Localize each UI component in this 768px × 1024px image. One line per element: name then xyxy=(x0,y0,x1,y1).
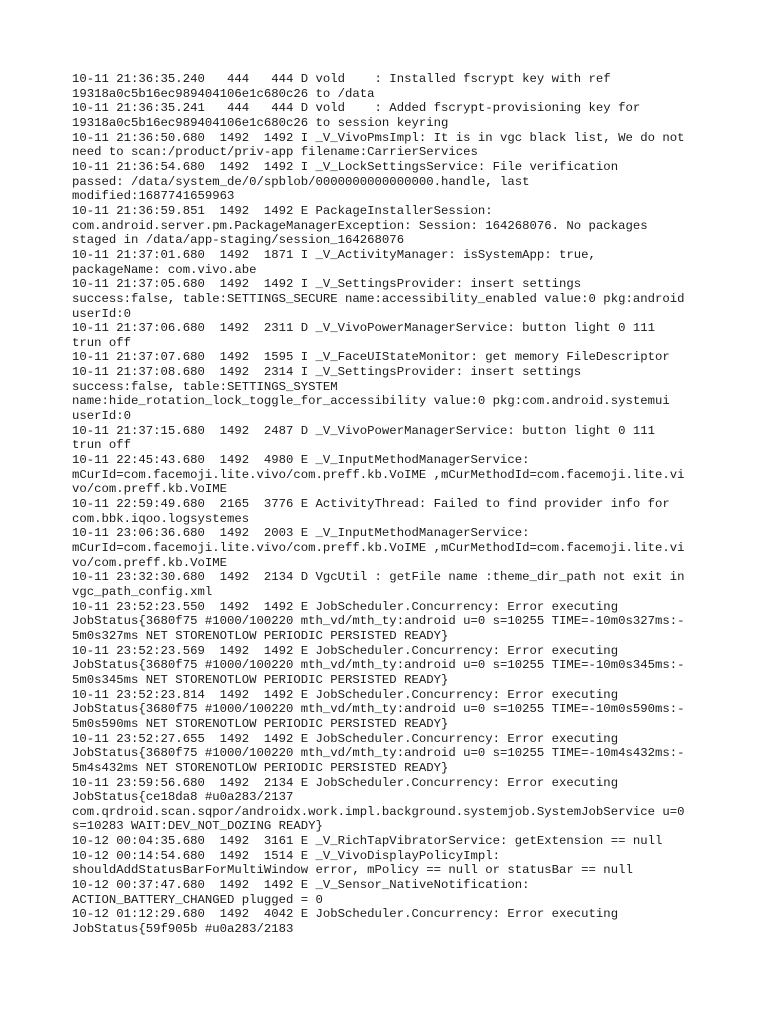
log-line: 10-12 00:14:54.680 1492 1514 E _V_VivoDisplayPolicyImpl: xyxy=(72,848,501,863)
log-line: com.bbk.iqoo.logsystemes xyxy=(72,511,250,526)
log-line: success:false, table:SETTINGS_SECURE name:accessibility_enabled value:0 pkg:android xyxy=(72,291,685,306)
log-line: mCurId=com.facemoji.lite.vivo/com.preff.kb.VoIME ,mCurMethodId=com.facemoji.lite.vi xyxy=(72,467,685,482)
log-line: 19318a0c5b16ec989404106e1c680c26 to session keyring xyxy=(72,115,449,130)
log-line: 10-11 21:37:15.680 1492 2487 D _V_VivoPowerManagerService: button light 0 111 xyxy=(72,423,655,438)
log-line: 10-11 21:37:05.680 1492 1492 I _V_SettingsProvider: insert settings xyxy=(72,277,582,292)
log-line: JobStatus{3680f75 #1000/100220 mth_vd/mth_ty:android u=0 s=10255 TIME=-10m4s432ms:- xyxy=(72,746,685,761)
log-line: JobStatus{ce18da8 #u0a283/2137 xyxy=(72,790,294,805)
log-line: vo/com.preff.kb.VoIME xyxy=(72,482,227,497)
log-line: 10-11 21:37:01.680 1492 1871 I _V_ActivityManager: isSystemApp: true, xyxy=(72,247,596,262)
log-text-block xyxy=(72,72,702,937)
log-line: com.qrdroid.scan.sqpor/androidx.work.impl.background.systemjob.SystemJobService u=0 xyxy=(72,804,685,819)
log-line: passed: /data/system_de/0/spblob/0000000000000000.handle, last xyxy=(72,174,530,189)
log-line: 10-11 23:52:23.550 1492 1492 E JobScheduler.Concurrency: Error executing xyxy=(72,599,619,614)
log-line: JobStatus{59f905b #u0a283/2183 xyxy=(72,922,294,937)
log-line: 10-11 23:52:27.655 1492 1492 E JobScheduler.Concurrency: Error executing xyxy=(72,731,619,746)
log-line: trun off xyxy=(72,335,132,350)
log-line: vo/com.preff.kb.VoIME xyxy=(72,555,227,570)
log-line: packageName: com.vivo.abe xyxy=(72,262,257,277)
log-line: success:false, table:SETTINGS_SYSTEM xyxy=(72,379,338,394)
log-line: 5m0s590ms NET STORENOTLOW PERIODIC PERSISTED READY} xyxy=(72,716,449,731)
log-line: mCurId=com.facemoji.lite.vivo/com.preff.kb.VoIME ,mCurMethodId=com.facemoji.lite.vi xyxy=(72,541,685,555)
log-line: userId:0 xyxy=(72,409,132,424)
log-line: 10-11 22:45:43.680 1492 4980 E _V_InputMethodManagerService: xyxy=(72,453,530,468)
log-line: 10-12 01:12:29.680 1492 4042 E JobScheduler.Concurrency: Error executing xyxy=(72,907,619,922)
log-line: modified:1687741659963 xyxy=(72,189,235,204)
log-line: need to scan:/product/priv-app filename:CarrierServices xyxy=(72,145,478,160)
log-line: 10-11 21:36:50.680 1492 1492 I _V_VivoPmsImpl: It is in vgc black list, We do not xyxy=(72,130,685,145)
log-line: 5m4s432ms NET STORENOTLOW PERIODIC PERSISTED READY} xyxy=(72,760,449,775)
log-line: 10-11 23:59:56.680 1492 2134 E JobScheduler.Concurrency: Error executing xyxy=(72,775,619,790)
log-line: 5m0s327ms NET STORENOTLOW PERIODIC PERSISTED READY} xyxy=(72,628,449,643)
log-line: 10-11 21:36:35.240 444 444 D vold : Installed fscrypt key with ref xyxy=(72,72,611,86)
log-line: 10-11 21:36:35.241 444 444 D vold : Added fscrypt-provisioning key for xyxy=(72,101,641,116)
log-line: 10-11 22:59:49.680 2165 3776 E ActivityThread: Failed to find provider info for xyxy=(72,497,670,512)
log-line: 10-11 23:32:30.680 1492 2134 D VgcUtil : getFile name :theme_dir_path not exit in xyxy=(72,570,685,585)
log-line: ACTION_BATTERY_CHANGED plugged = 0 xyxy=(72,892,323,907)
log-line: 10-11 23:52:23.814 1492 1492 E JobScheduler.Concurrency: Error executing xyxy=(72,687,619,702)
log-line: com.android.server.pm.PackageManagerException: Session: 164268076. No packages xyxy=(72,218,648,233)
log-line: JobStatus{3680f75 #1000/100220 mth_vd/mth_ty:android u=0 s=10255 TIME=-10m0s590ms:- xyxy=(72,702,685,717)
log-line: JobStatus{3680f75 #1000/100220 mth_vd/mth_ty:android u=0 s=10255 TIME=-10m0s345ms:- xyxy=(72,658,685,673)
log-line: 10-12 00:04:35.680 1492 3161 E _V_RichTapVibratorService: getExtension == null xyxy=(72,834,663,849)
log-line: s=10283 WAIT:DEV_NOT_DOZING READY} xyxy=(72,819,323,834)
log-line: trun off xyxy=(72,438,132,453)
log-line: 10-11 21:37:08.680 1492 2314 I _V_SettingsProvider: insert settings xyxy=(72,365,582,380)
log-line: 5m0s345ms NET STORENOTLOW PERIODIC PERSISTED READY} xyxy=(72,672,449,687)
log-line: 10-11 21:37:07.680 1492 1595 I _V_FaceUIStateMonitor: get memory FileDescriptor xyxy=(72,350,670,365)
log-line: staged in /data/app-staging/session_164268076 xyxy=(72,233,405,248)
log-line: userId:0 xyxy=(72,306,132,321)
log-line: 10-12 00:37:47.680 1492 1492 E _V_Sensor_NativeNotification: xyxy=(72,878,530,893)
log-line: shouldAddStatusBarForMultiWindow error, mPolicy == null or statusBar == null xyxy=(72,863,633,878)
log-line: name:hide_rotation_lock_toggle_for_accessibility value:0 pkg:com.android.systemui xyxy=(72,394,670,409)
log-line: JobStatus{3680f75 #1000/100220 mth_vd/mth_ty:android u=0 s=10255 TIME=-10m0s327ms:- xyxy=(72,614,685,629)
log-line: 10-11 21:37:06.680 1492 2311 D _V_VivoPowerManagerService: button light 0 111 xyxy=(72,321,655,336)
log-line: 19318a0c5b16ec989404106e1c680c26 to /data xyxy=(72,86,375,101)
log-line: 10-11 23:52:23.569 1492 1492 E JobScheduler.Concurrency: Error executing xyxy=(72,643,619,658)
log-line: 10-11 23:06:36.680 1492 2003 E _V_InputMethodManagerService: xyxy=(72,526,530,541)
log-line: 10-11 21:36:54.680 1492 1492 I _V_LockSettingsService: File verification xyxy=(72,159,619,174)
log-line: vgc_path_config.xml xyxy=(72,584,213,599)
log-line: 10-11 21:36:59.851 1492 1492 E PackageInstallerSession: xyxy=(72,203,493,218)
